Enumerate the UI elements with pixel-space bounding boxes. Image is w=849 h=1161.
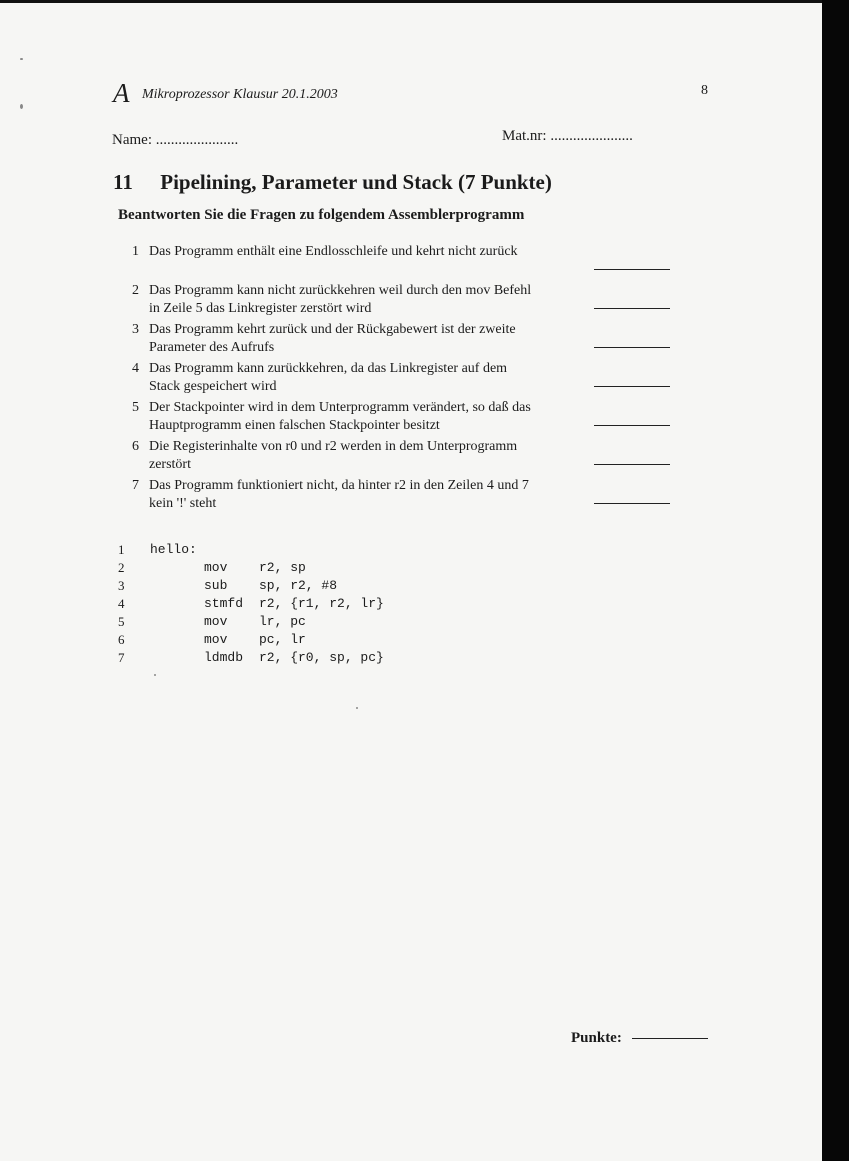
question-item [132,321,672,360]
question-item [132,243,672,282]
code-line [118,649,384,667]
code-instruction: mov [204,632,228,647]
code-operands: pc, lr [259,632,306,647]
scan-speck [154,674,156,676]
code-operands: sp, r2, #8 [259,578,338,593]
question-number: 7 [132,478,139,493]
code-instruction: sub [204,578,228,593]
question-item [132,399,672,438]
exam-title: Mikroprozessor Klausur 20.1.2003 [142,87,338,102]
question-item [132,360,672,399]
question-text: Das Programm kann nicht zurückkehren weil durch den mov Befehl in Zeile 5 das Linkregister zerstört wird [149,283,532,316]
matnr-field: Mat.nr: ...................... [502,128,633,144]
question-text: Die Registerinhalte von r0 und r2 werden in dem Unterprogramm zerstört [149,439,518,472]
code-line [118,559,306,577]
scan-dark-edge [822,0,849,1161]
question-text: Das Programm funktioniert nicht, da hinter r2 in den Zeilen 4 und 7 kein '!' steht [149,478,529,511]
code-operands: r2, {r0, sp, pc} [259,650,384,665]
code-line-number: 7 [118,650,125,665]
code-line [118,613,306,631]
question-list [132,243,672,516]
code-line-number: 3 [118,578,125,593]
section-number: 11 [113,170,133,194]
section-heading: Pipelining, Parameter und Stack (7 Punkte) [160,170,552,194]
points-line [632,1038,708,1040]
code-line [118,541,197,559]
scan-speck [356,707,358,709]
code-line [118,577,338,595]
points-label: Punkte: [571,1030,622,1046]
page-number: 8 [701,83,708,98]
code-operands: r2, {r1, r2, lr} [259,596,384,611]
question-text: Das Programm enthält eine Endlosschleife und kehrt nicht zurück [149,244,518,259]
question-number: 3 [132,322,139,337]
code-label: hello: [150,542,197,557]
question-number: 5 [132,400,139,415]
code-line-number: 4 [118,596,125,611]
question-text: Das Programm kehrt zurück und der Rückgabewert ist der zweite Parameter des Aufrufs [149,322,516,355]
question-number: 1 [132,244,139,259]
question-item [132,438,672,477]
answer-line [594,425,670,426]
question-number: 2 [132,283,139,298]
code-line-number: 5 [118,614,125,629]
question-item [132,477,672,516]
code-operands: r2, sp [259,560,306,575]
section-title [113,170,552,195]
page-header [113,78,713,110]
answer-line [594,503,670,504]
code-instruction: stmfd [204,596,244,611]
points-field [571,1030,708,1047]
scan-speck [20,58,23,60]
instruction-text: Beantworten Sie die Fragen zu folgendem Assemblerprogramm [118,207,525,223]
code-instruction: mov [204,560,228,575]
answer-line [594,386,670,387]
name-field: Name: ...................... [112,132,239,148]
answer-line [594,269,670,270]
answer-line [594,308,670,309]
question-item [132,282,672,321]
question-text: Das Programm kann zurückkehren, da das Linkregister auf dem Stack gespeichert wird [149,361,508,394]
code-operands: lr, pc [259,614,306,629]
code-instruction: ldmdb [204,650,244,665]
code-line [118,631,306,649]
question-number: 4 [132,361,139,376]
code-line-number: 6 [118,632,125,647]
code-line-number: 2 [118,560,125,575]
assembler-code [118,541,384,667]
code-instruction: mov [204,614,228,629]
question-text: Der Stackpointer wird in dem Unterprogramm verändert, so daß das Hauptprogramm einen falschen Stackpointer besitzt [149,400,531,433]
scan-speck [20,104,23,109]
code-line-number: 1 [118,542,125,557]
answer-line [594,464,670,465]
code-line [118,595,384,613]
question-number: 6 [132,439,139,454]
exam-letter: A [113,78,130,108]
answer-line [594,347,670,348]
scan-top-shadow [0,0,849,3]
